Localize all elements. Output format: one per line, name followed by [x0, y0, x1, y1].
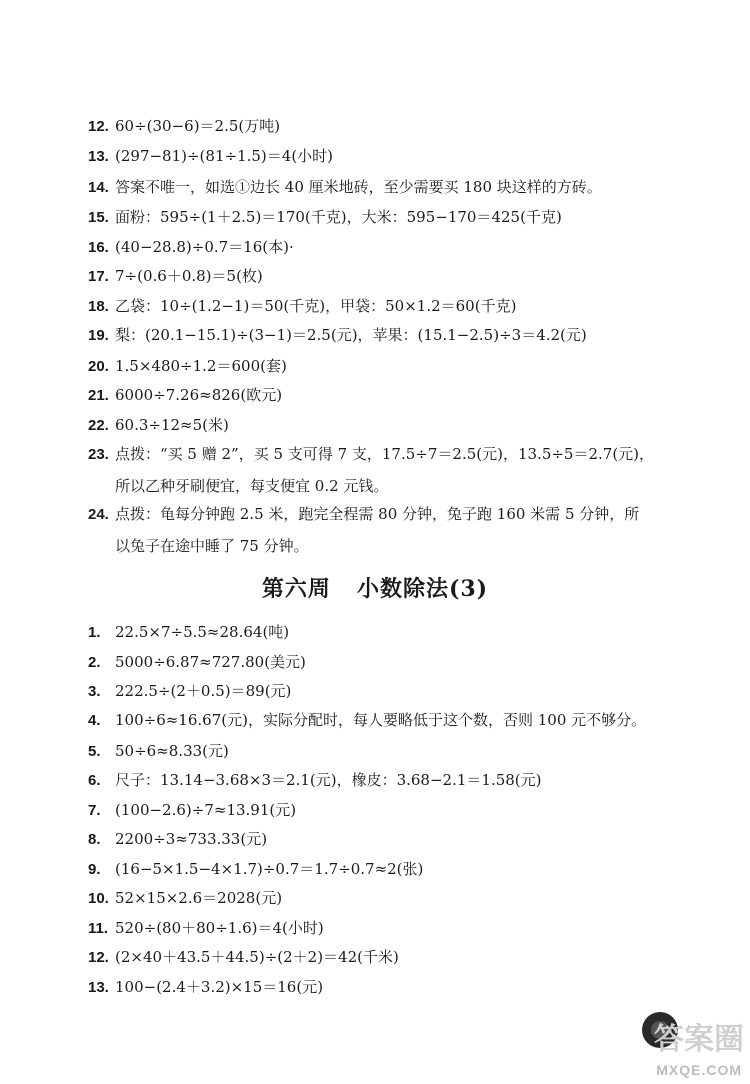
item-number: 18. — [88, 298, 109, 315]
item-text: 6000÷7.26≈826(欧元) — [115, 386, 283, 404]
answer-item-3 — [88, 681, 291, 702]
answer-item-5 — [88, 741, 229, 762]
answer-item-12 — [88, 947, 399, 968]
answer-item-7 — [88, 800, 296, 821]
answer-item-1 — [88, 622, 289, 643]
answer-item-15 — [88, 207, 562, 228]
answer-item-16 — [88, 237, 294, 258]
item-text: 100÷6≈16.67(元)，实际分配时，每人要略低于这个数，否则 100 元不够分。 — [115, 711, 647, 729]
item-text: (100−2.6)÷7≈13.91(元) — [115, 801, 297, 819]
item-number: 4. — [88, 712, 101, 729]
item-text: (2×40＋43.5＋44.5)÷(2＋2)＝42(千米) — [115, 948, 399, 966]
item-number: 19. — [88, 327, 109, 344]
item-number: 20. — [88, 358, 109, 375]
answer-item-22 — [88, 415, 229, 436]
item-text: 60.3÷12≈5(米) — [115, 416, 229, 434]
answer-item-14 — [88, 177, 602, 198]
item-number: 15. — [88, 209, 109, 226]
section-title — [0, 572, 750, 603]
item-text: 乙袋：10÷(1.2−1)＝50(千克)，甲袋：50×1.2＝60(千克) — [115, 297, 517, 315]
answer-item-2 — [88, 652, 306, 673]
item-number: 14. — [88, 179, 109, 196]
item-number: 2. — [88, 654, 101, 671]
section-week: 第六周 — [261, 576, 331, 602]
item-number: 11. — [88, 920, 109, 937]
answer-item-17 — [88, 266, 263, 287]
section-topic: 小数除法(3) — [356, 576, 489, 602]
item-text: (40−28.8)÷0.7＝16(本)· — [115, 238, 294, 256]
item-text-continued: 所以乙种牙刷便宜，每支便宜 0.2 元钱。 — [115, 477, 389, 495]
item-number: 24. — [88, 506, 109, 523]
answer-item-21 — [88, 385, 282, 406]
item-text: 100−(2.4＋3.2)×15＝16(元) — [115, 978, 324, 996]
item-number: 17. — [88, 268, 109, 285]
item-text: 52×15×2.6＝2028(元) — [115, 889, 283, 907]
item-text: 梨：(20.1−15.1)÷(3−1)＝2.5(元)，苹果：(15.1−2.5)÷3＝4.2(元) — [115, 326, 587, 344]
item-number: 13. — [88, 148, 109, 165]
item-text: 22.5×7÷5.5≈28.64(吨) — [115, 623, 290, 641]
watermark-site: MXQE.COM — [656, 1062, 742, 1078]
item-text: 点拨：“买 5 赠 2”，买 5 支可得 7 支，17.5÷7＝2.5(元)，13.5÷5＝2.7(元)， — [115, 445, 655, 463]
item-text: 答案不唯一，如选①边长 40 厘米地砖，至少需要买 180 块这样的方砖。 — [115, 178, 602, 196]
item-number: 21. — [88, 387, 109, 404]
answer-item-18 — [88, 296, 516, 317]
item-number: 7. — [88, 802, 101, 819]
answer-item-13 — [88, 146, 333, 167]
answer-item-24 — [88, 504, 639, 556]
answer-item-9 — [88, 859, 423, 880]
item-text: 7÷(0.6＋0.8)＝5(枚) — [115, 267, 263, 285]
item-number: 3. — [88, 683, 101, 700]
item-text: 222.5÷(2＋0.5)＝89(元) — [115, 682, 292, 700]
answer-item-23 — [88, 444, 654, 496]
item-text: 1.5×480÷1.2＝600(套) — [115, 357, 287, 375]
item-text-continued: 以兔子在途中睡了 75 分钟。 — [115, 537, 309, 555]
item-number: 22. — [88, 417, 109, 434]
item-text: 尺子：13.14−3.68×3＝2.1(元)，橡皮：3.68−2.1＝1.58(元) — [115, 771, 542, 789]
item-number: 10. — [88, 890, 109, 907]
item-text: 520÷(80＋80÷1.6)＝4(小时) — [115, 919, 324, 937]
item-text: 点拨：龟每分钟跑 2.5 米，跑完全程需 80 分钟，兔子跑 160 米需 5 分钟，所 — [115, 505, 640, 523]
answer-item-8 — [88, 829, 267, 850]
answer-item-19 — [88, 325, 587, 346]
item-number: 9. — [88, 861, 101, 878]
item-number: 6. — [88, 772, 101, 789]
item-number: 5. — [88, 743, 101, 760]
item-number: 13. — [88, 979, 109, 996]
answer-item-6 — [88, 770, 542, 791]
answer-item-13 — [88, 977, 323, 998]
item-number: 8. — [88, 831, 101, 848]
answer-item-12 — [88, 116, 280, 137]
item-text: (297−81)÷(81÷1.5)＝4(小时) — [115, 147, 334, 165]
item-text: 50÷6≈8.33(元) — [115, 742, 229, 760]
item-number: 12. — [88, 118, 109, 135]
item-text: 面粉：595÷(1＋2.5)＝170(千克)，大米：595−170＝425(千克) — [115, 208, 562, 226]
answer-item-20 — [88, 356, 287, 377]
item-text: 60÷(30−6)＝2.5(万吨) — [115, 117, 281, 135]
item-number: 1. — [88, 624, 101, 641]
answer-item-10 — [88, 888, 282, 909]
watermark-title: 答案圈 — [654, 1022, 744, 1057]
answer-item-4 — [88, 710, 646, 731]
item-number: 16. — [88, 239, 109, 256]
item-text: 5000÷6.87≈727.80(美元) — [115, 653, 306, 671]
item-text: 2200÷3≈733.33(元) — [115, 830, 268, 848]
answer-item-11 — [88, 918, 324, 939]
item-number: 23. — [88, 446, 109, 463]
item-number: 12. — [88, 949, 109, 966]
item-text: (16−5×1.5−4×1.7)÷0.7＝1.7÷0.7≈2(张) — [115, 860, 424, 878]
